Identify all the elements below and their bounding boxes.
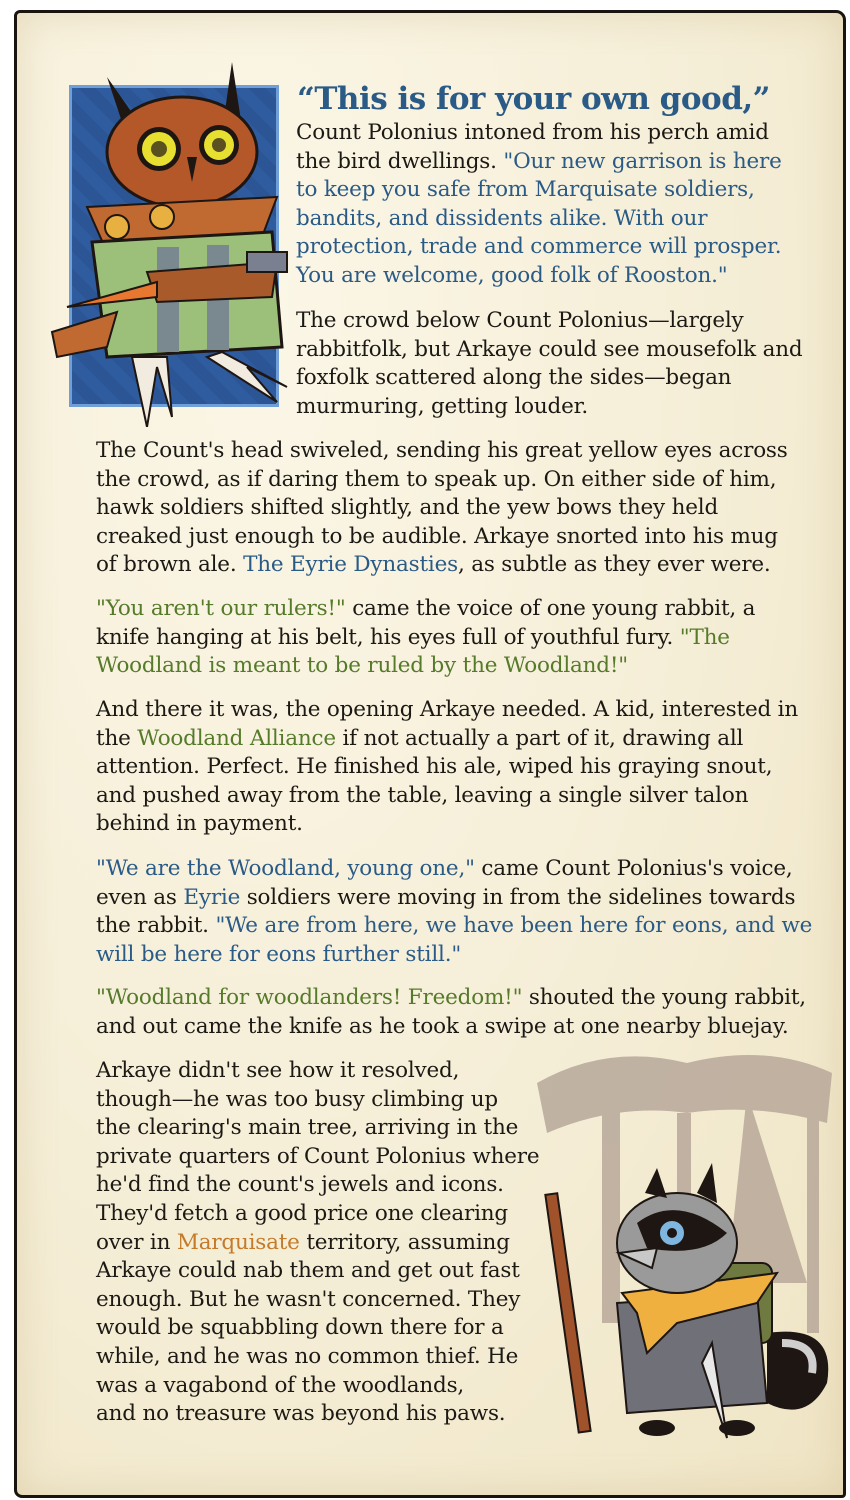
text-span: he'd find the count's jewels and icons.	[96, 1172, 504, 1198]
text-span: Arkaye could nab them and get out fast	[96, 1258, 520, 1284]
text-line	[96, 437, 826, 466]
text-line	[96, 782, 826, 811]
blue-highlight-text: "Our new garrison is here	[503, 148, 782, 174]
quote-heading: “This is for your own good,”	[297, 81, 770, 117]
owl-count-polonius-illustration	[47, 57, 297, 427]
text-line	[296, 233, 826, 262]
text-span: came the voice of one young rabbit, a	[345, 596, 756, 621]
paragraph-vagabond	[96, 1057, 566, 1429]
text-span: even as	[96, 884, 184, 910]
paragraph-young-rabbit	[96, 595, 826, 681]
text-span: the	[96, 725, 138, 751]
text-span: foxfolk scattered along the sides—began	[296, 365, 732, 391]
paragraph-freedom	[96, 984, 826, 1041]
text-span: over in	[96, 1229, 177, 1255]
green-highlight-text: "Woodland for woodlanders! Freedom!"	[96, 985, 523, 1010]
text-span: rabbitfolk, but Arkaye could see mousefolk and	[296, 336, 803, 362]
text-line	[96, 652, 826, 681]
text-line	[96, 1086, 566, 1115]
text-span: territory, assuming	[299, 1229, 510, 1255]
text-line	[96, 1229, 566, 1258]
text-span: and out came the knife as he took a swipe at one nearby bluejay.	[96, 1013, 789, 1039]
paragraph-woodland-reply	[96, 855, 826, 969]
text-span: creaked just enough to be audible. Arkaye snorted into his mug	[96, 523, 778, 549]
text-line	[96, 725, 826, 754]
text-line	[96, 1057, 566, 1086]
text-span: Count Polonius intoned from his perch amid	[296, 120, 769, 145]
blue-highlight-text: The Eyrie Dynasties	[243, 552, 458, 578]
text-span: They'd fetch a good price one clearing	[96, 1200, 508, 1226]
text-line	[96, 1171, 566, 1200]
text-span: the bird dwellings.	[296, 148, 504, 174]
text-span: The Count's head swiveled, sending his great yellow eyes across	[96, 438, 788, 463]
text-span: the clearing's main tree, arriving in the	[96, 1115, 519, 1141]
text-span: came Count Polonius's voice,	[474, 856, 793, 881]
text-line	[96, 1200, 566, 1229]
text-span: behind in payment.	[96, 811, 303, 837]
text-line	[96, 1143, 566, 1172]
text-span: would be squabbling down there for a	[96, 1315, 504, 1341]
text-span: , as subtle as they ever were.	[457, 552, 771, 578]
text-span: while, and he was no common thief. He	[96, 1343, 519, 1369]
paragraph-count-speech	[296, 119, 826, 291]
text-line	[96, 523, 826, 552]
text-span: though—he was too busy climbing up	[96, 1086, 498, 1112]
blue-highlight-text: bandits, and dissidents alike. With our	[296, 205, 708, 231]
green-highlight-text: Woodland Alliance	[137, 725, 336, 751]
text-line	[96, 595, 826, 624]
text-span: of brown ale.	[96, 552, 244, 578]
paragraph-opening	[96, 696, 826, 839]
text-span: shouted the young rabbit,	[522, 985, 806, 1010]
text-span: soldiers were moving in from the sidelines towards	[240, 884, 796, 910]
text-span: And there it was, the opening Arkaye needed. A kid, interested in	[96, 697, 799, 722]
text-line	[96, 1114, 566, 1143]
text-span: murmuring, getting louder.	[296, 393, 588, 419]
text-line	[96, 984, 826, 1013]
text-span: and pushed away from the table, leaving a single silver talon	[96, 782, 749, 808]
green-highlight-text: "You aren't our rulers!"	[96, 596, 346, 621]
text-line	[96, 855, 826, 884]
text-line	[96, 1343, 566, 1372]
text-line	[96, 1314, 566, 1343]
text-span: was a vagabond of the woodlands,	[96, 1372, 465, 1398]
text-line	[96, 810, 826, 839]
text-line	[96, 494, 826, 523]
blue-highlight-text: will be here for eons further still."	[96, 941, 462, 967]
text-line	[96, 1257, 566, 1286]
text-line	[296, 307, 826, 336]
blue-highlight-text: You are welcome, good folk of Rooston."	[296, 262, 728, 288]
text-line	[96, 912, 826, 941]
text-span: The crowd below Count Polonius—largely	[296, 308, 744, 333]
text-span: private quarters of Count Polonius where	[96, 1143, 540, 1169]
text-line	[96, 696, 826, 725]
paragraph-count-head	[96, 437, 826, 580]
text-line	[296, 205, 826, 234]
text-line	[96, 753, 826, 782]
text-span: attention. Perfect. He finished his ale, wiped his graying snout,	[96, 754, 773, 780]
text-line	[96, 1286, 566, 1315]
text-line	[296, 336, 826, 365]
parchment-page	[14, 10, 846, 1498]
blue-highlight-text: "We are from here, we have been here for eons, and we	[215, 913, 813, 939]
paragraph-crowd	[296, 307, 826, 421]
blue-highlight-text: Eyrie	[183, 884, 241, 910]
text-line	[296, 262, 826, 291]
green-highlight-text: Woodland is meant to be ruled by the Woodland!"	[96, 653, 628, 679]
text-span: knife hanging at his belt, his eyes full of youthful fury.	[96, 624, 680, 650]
text-line	[296, 119, 826, 148]
text-line	[96, 551, 826, 580]
blue-highlight-text: "We are the Woodland, young one,"	[96, 856, 475, 881]
blue-highlight-text: protection, trade and commerce will prosper.	[296, 234, 782, 260]
text-line	[96, 624, 826, 653]
text-span: Arkaye didn't see how it resolved,	[96, 1058, 460, 1083]
orange-highlight-text: Marquisate	[176, 1229, 300, 1255]
text-line	[96, 1013, 826, 1042]
text-line	[96, 941, 826, 970]
text-line	[96, 1400, 566, 1429]
text-span: and no treasure was beyond his paws.	[96, 1401, 506, 1427]
text-span: if not actually a part of it, drawing all	[335, 725, 744, 751]
text-line	[96, 466, 826, 495]
text-line	[96, 884, 826, 913]
blue-highlight-text: to keep you safe from Marquisate soldiers,	[296, 177, 755, 203]
text-line	[296, 148, 826, 177]
text-line	[296, 364, 826, 393]
text-span: enough. But he wasn't concerned. They	[96, 1286, 521, 1312]
text-line	[96, 1372, 566, 1401]
text-span: the crowd, as if daring them to speak up. On either side of him,	[96, 466, 777, 492]
raccoon-vagabond-illustration	[527, 1043, 842, 1443]
green-highlight-text: "The	[679, 624, 730, 650]
text-span: hawk soldiers shifted slightly, and the yew bows they held	[96, 495, 719, 521]
text-line	[296, 393, 826, 422]
text-span: the rabbit.	[96, 913, 216, 939]
text-line	[296, 176, 826, 205]
